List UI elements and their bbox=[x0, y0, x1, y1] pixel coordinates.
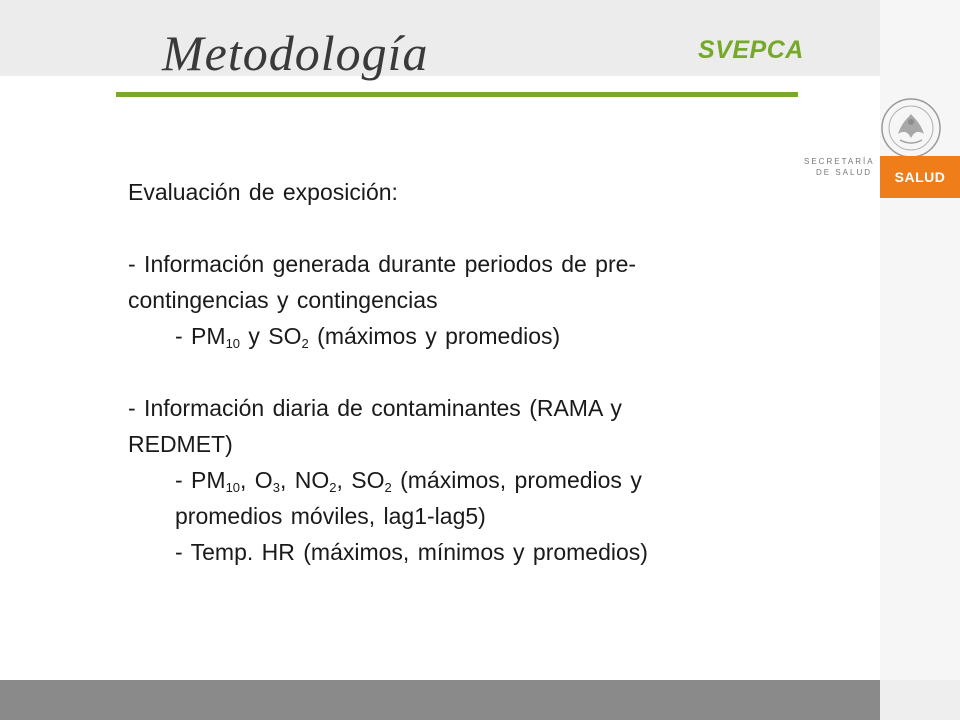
secretaria-line2: DE SALUD bbox=[815, 168, 872, 177]
footer-right bbox=[880, 680, 960, 720]
sub-bullet-3: - Temp. HR (máximos, mínimos y promedios) bbox=[175, 539, 648, 565]
bullet-1-line-2: contingencias y contingencias bbox=[128, 287, 438, 313]
bullet-2-line-1: - Información diaria de contaminantes (RAMA y bbox=[128, 395, 622, 421]
salud-logo-box: SALUD bbox=[880, 156, 960, 198]
sub-bullet-1: - $PM_{10}$ y $SO_2$ (máximos y promedios) bbox=[175, 323, 561, 351]
secretaria-line1: SECRETARÍA bbox=[804, 157, 875, 166]
national-seal-icon bbox=[878, 96, 944, 160]
body-heading: Evaluación de exposición: bbox=[128, 179, 398, 205]
footer-band bbox=[0, 680, 880, 720]
slide-title: Metodología bbox=[162, 25, 429, 81]
slide-body bbox=[128, 174, 828, 570]
brand-label: SVEPCA bbox=[698, 36, 804, 64]
bullet-1-line-1: - Información generada durante periodos de pre- bbox=[128, 251, 637, 277]
bullet-2-line-2: REDMET) bbox=[128, 431, 233, 457]
sub-bullet-2-line-1: - $PM_{10}$, $O_3$, $NO_2$, $SO_2$ (máximos, promedios y bbox=[175, 467, 642, 495]
title-underline bbox=[116, 92, 798, 97]
sub-bullet-2-line-2: promedios móviles, lag1-lag5) bbox=[175, 503, 486, 529]
